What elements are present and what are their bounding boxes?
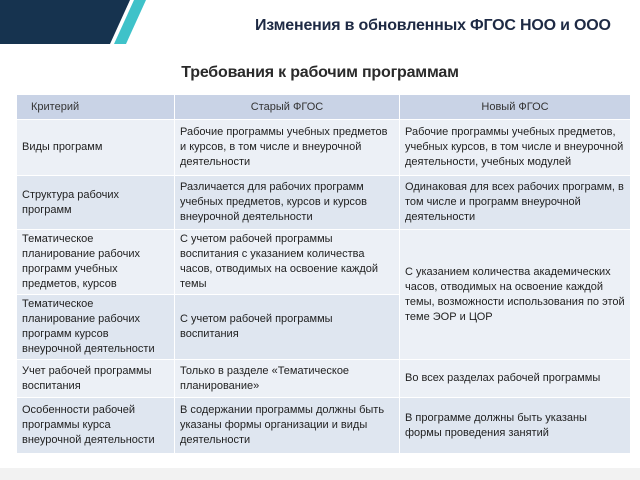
cell-new: Рабочие программы учебных предметов, учебных курсов, в том числе и внеурочной деятельности, учебных модулей <box>400 120 631 176</box>
cell-old: Только в разделе «Тематическое планирование» <box>175 360 400 398</box>
cell-criterion: Структура рабочих программ <box>17 176 175 230</box>
cell-old: С учетом рабочей программы воспитания <box>175 295 400 360</box>
cell-criterion: Учет рабочей программы воспитания <box>17 360 175 398</box>
table-header-row <box>17 95 631 120</box>
cell-criterion: Тематическое планирование рабочих программ учебных предметов, курсов <box>17 230 175 295</box>
table-row <box>17 360 631 398</box>
column-header-new-fgos: Новый ФГОС <box>400 95 631 120</box>
cell-new-merged: С указанием количества академических часов, отводимых на освоение каждой темы, возможности использования по этой теме ЭОР и ЦОР <box>400 230 631 360</box>
table-row <box>17 230 631 295</box>
banner-dark-shape <box>0 0 130 44</box>
cell-criterion: Особенности рабочей программы курса внеурочной деятельности <box>17 398 175 454</box>
column-header-old-fgos: Старый ФГОС <box>175 95 400 120</box>
cell-criterion: Тематическое планирование рабочих программ курсов внеурочной деятельности <box>17 295 175 360</box>
table-row <box>17 176 631 230</box>
table-row <box>17 120 631 176</box>
cell-new: Во всех разделах рабочей программы <box>400 360 631 398</box>
requirements-table <box>16 94 631 454</box>
cell-old: Различается для рабочих программ учебных предметов, курсов и курсов внеурочной деятельности <box>175 176 400 230</box>
cell-new: В программе должны быть указаны формы проведения занятий <box>400 398 631 454</box>
cell-criterion: Виды программ <box>17 120 175 176</box>
section-subtitle: Требования к рабочим программам <box>181 64 459 81</box>
footer-band <box>0 468 640 480</box>
column-header-criterion: Критерий <box>17 95 175 120</box>
cell-old: С учетом рабочей программы воспитания с указанием количества часов, отводимых на освоение каждой темы <box>175 230 400 295</box>
cell-new: Одинаковая для всех рабочих программ, в том числе и программ внеурочной деятельности <box>400 176 631 230</box>
page-title: Изменения в обновленных ФГОС НОО и ООО <box>255 17 611 34</box>
table-row <box>17 398 631 454</box>
cell-old: Рабочие программы учебных предметов и курсов, в том числе и внеурочной деятельности <box>175 120 400 176</box>
cell-old: В содержании программы должны быть указаны формы организации и виды деятельности <box>175 398 400 454</box>
